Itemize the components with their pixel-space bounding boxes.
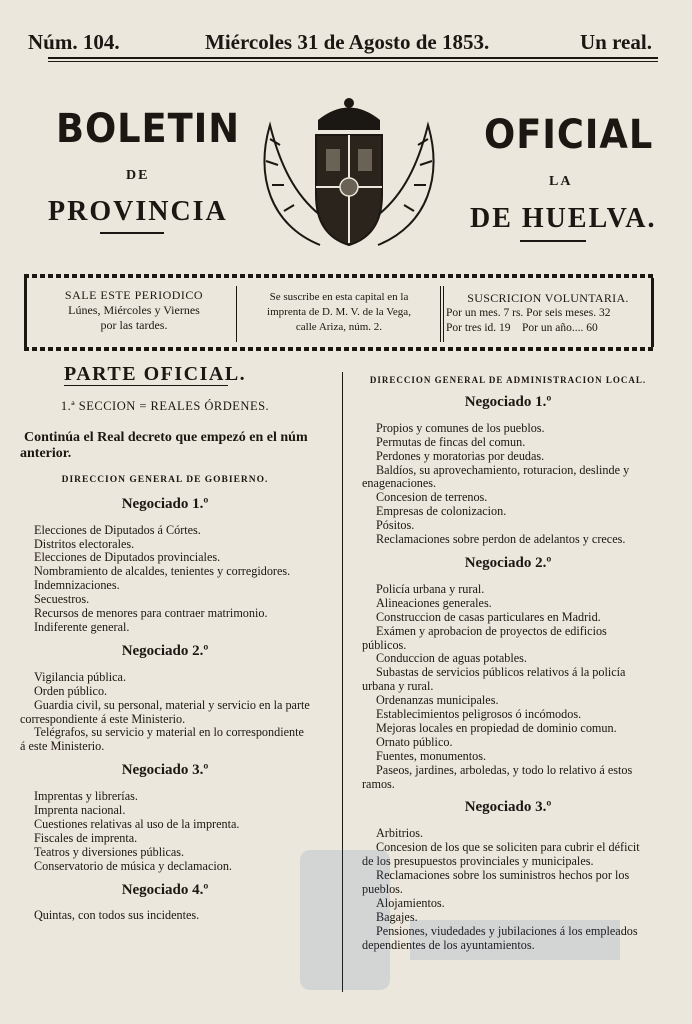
list-item: Concesion de terrenos. [376, 490, 488, 505]
header-rule-thin [48, 61, 658, 62]
ornament-left [100, 232, 164, 234]
list-item: Propios y comunes de los pueblos. [376, 420, 545, 435]
direccion-gobierno: DIRECCION GENERAL DE GOBIERNO. [61, 474, 269, 485]
sub-col1-line: Lúnes, Miércoles y Viernes [68, 303, 200, 317]
title-de-huelva: DE HUELVA. [470, 203, 657, 234]
neg2-right-list [362, 583, 654, 792]
sub-col3-line: Por tres id. 19 Por un año.... 60 [446, 322, 598, 334]
list-item: Fiscales de imprenta. [34, 830, 138, 845]
list-item: Telégrafos, su servicio y material en lo correspondiente á este Ministerio. [20, 725, 304, 754]
band-right-border [651, 278, 654, 347]
sub-col2-line: Se suscribe en esta capital en la [269, 291, 409, 303]
list-item: Cuestiones relativas al uso de la imprenta. [34, 816, 240, 831]
coat-of-arms-icon [250, 95, 448, 255]
list-item: Reclamaciones sobre los suministros hechos por los pueblos. [362, 868, 630, 896]
band-left-border [24, 278, 27, 347]
sub-col-periodico [36, 288, 232, 333]
list-item: Conservatorio de música y declamacion. [34, 858, 232, 873]
neg3-right-list [362, 827, 654, 952]
sub-col3-line: Por un mes. 7 rs. Por seis meses. 32 [446, 307, 611, 319]
ornament-band-top [24, 274, 654, 278]
sub-col2-line: calle Ariza, núm. 2. [295, 321, 383, 333]
sub-col3-title: SUSCRICION VOLUNTARIA. [467, 291, 629, 305]
list-item: Construccion de casas particulares en Madrid. [376, 609, 601, 624]
issue-price: Un real. [580, 30, 652, 54]
band-divider-2 [440, 286, 441, 342]
parte-oficial-heading: PARTE OFICIAL. [64, 363, 247, 385]
sub-col-suscribe [242, 290, 436, 335]
list-item: Perdones y moratorias por deudas. [376, 448, 545, 463]
list-item: Fuentes, monumentos. [376, 748, 487, 763]
band-divider-3 [443, 286, 444, 342]
title-boletin: BOLETIN [56, 106, 240, 152]
list-item: Imprenta nacional. [34, 803, 126, 818]
title-de: DE [126, 168, 150, 183]
sub-col2-line: imprenta de D. M. V. de la Vega, [267, 306, 411, 318]
list-item: Mejoras locales en propiedad de dominio comun. [376, 720, 617, 735]
band-divider-1 [236, 286, 237, 342]
list-item: Distritos electorales. [34, 536, 135, 551]
list-item: Elecciones de Diputados á Córtes. [34, 522, 201, 537]
title-oficial: OFICIAL [484, 112, 654, 158]
neg4-left-list [20, 909, 310, 923]
ornament-right [520, 240, 586, 242]
sub-col-voluntaria [446, 291, 650, 336]
list-item: Nombramiento de alcaldes, tenientes y corregidores. [34, 564, 291, 579]
list-item: Pensiones, viudedades y jubilaciones á los empleados dependientes de los ayuntamientos. [362, 923, 638, 952]
list-item: Bagajes. [376, 909, 418, 924]
negociado-4-left: Negociado 4.º [121, 881, 209, 898]
list-item: Exámen y aprobacion de proyectos de edificios públicos. [362, 623, 607, 652]
neg1-right-list [362, 422, 654, 547]
list-item: Guardia civil, su personal, material y servicio en la parte correspondiente á este Ministerio. [20, 697, 310, 726]
list-item: Vigilancia pública. [34, 669, 126, 684]
list-item: Indiferente general. [34, 619, 130, 634]
negociado-1-left: Negociado 1.º [121, 495, 209, 512]
list-item: Subastas de servicios públicos relativos á la policía urbana y rural. [362, 665, 626, 694]
heading-underline [64, 385, 228, 386]
direccion-administracion-local: DIRECCION GENERAL DE ADMINISTRACION LOCAL. [369, 375, 647, 385]
list-item: Empresas de colonizacion. [376, 504, 507, 519]
list-item: Baldíos, su aprovechamiento, roturacion, deslinde y enagenaciones. [362, 462, 630, 491]
section-title: 1.ª SECCION = REALES ÓRDENES. [60, 398, 270, 413]
column-divider [342, 372, 343, 992]
sub-col1-line: SALE ESTE PERIODICO [64, 288, 204, 302]
list-item: Permutas de fincas del comun. [376, 434, 526, 449]
issue-number: Núm. 104. [28, 30, 120, 54]
list-item: Reclamaciones sobre perdon de adelantos y creces. [376, 532, 626, 547]
list-item: Policía urbana y rural. [376, 581, 485, 596]
list-item: Ornato público. [376, 734, 453, 749]
negociado-2-left: Negociado 2.º [121, 642, 209, 659]
list-item: Arbitrios. [376, 826, 424, 841]
list-item: Orden público. [34, 683, 108, 698]
negociado-3-left: Negociado 3.º [121, 762, 209, 779]
list-item: Secuestros. [34, 592, 90, 607]
list-item: Indemnizaciones. [34, 578, 120, 593]
list-item: Ordenanzas municipales. [376, 693, 499, 708]
list-item: Pósitos. [376, 518, 415, 533]
issue-date: Miércoles 31 de Agosto de 1853. [205, 30, 490, 54]
list-item: Paseos, jardines, arboledas, y todo lo relativo á estos ramos. [362, 762, 633, 791]
sub-col1-line: por las tardes. [100, 318, 168, 332]
list-item: Quintas, con todos sus incidentes. [34, 908, 200, 923]
neg3-left-list [20, 790, 310, 873]
left-column [20, 363, 310, 923]
list-item: Conduccion de aguas potables. [376, 651, 527, 666]
negociado-2-right: Negociado 2.º [464, 554, 552, 571]
negociado-1-right: Negociado 1.º [464, 393, 552, 410]
continua-note: Continúa el Real decreto que empezó en el núm anterior. [20, 429, 308, 461]
title-provincia: PROVINCIA [48, 196, 228, 227]
ornament-band-bottom [24, 347, 654, 351]
neg1-left-list [20, 524, 310, 635]
list-item: Imprentas y librerías. [34, 789, 138, 804]
header-rule [48, 57, 658, 59]
list-item: Alineaciones generales. [376, 595, 492, 610]
list-item: Alojamientos. [376, 895, 445, 910]
negociado-3-right: Negociado 3.º [464, 799, 552, 816]
list-item: Teatros y diversiones públicas. [34, 844, 185, 859]
list-item: Concesion de los que se soliciten para cubrir el déficit de los presupuestos provinciales y municipales. [362, 840, 640, 869]
list-item: Establecimientos peligrosos ó incómodos. [376, 707, 582, 722]
list-item: Recursos de menores para contraer matrimonio. [34, 606, 268, 621]
neg2-left-list [20, 671, 310, 754]
list-item: Elecciones de Diputados provinciales. [34, 550, 221, 565]
right-column [362, 368, 654, 953]
title-la: LA [549, 174, 573, 189]
